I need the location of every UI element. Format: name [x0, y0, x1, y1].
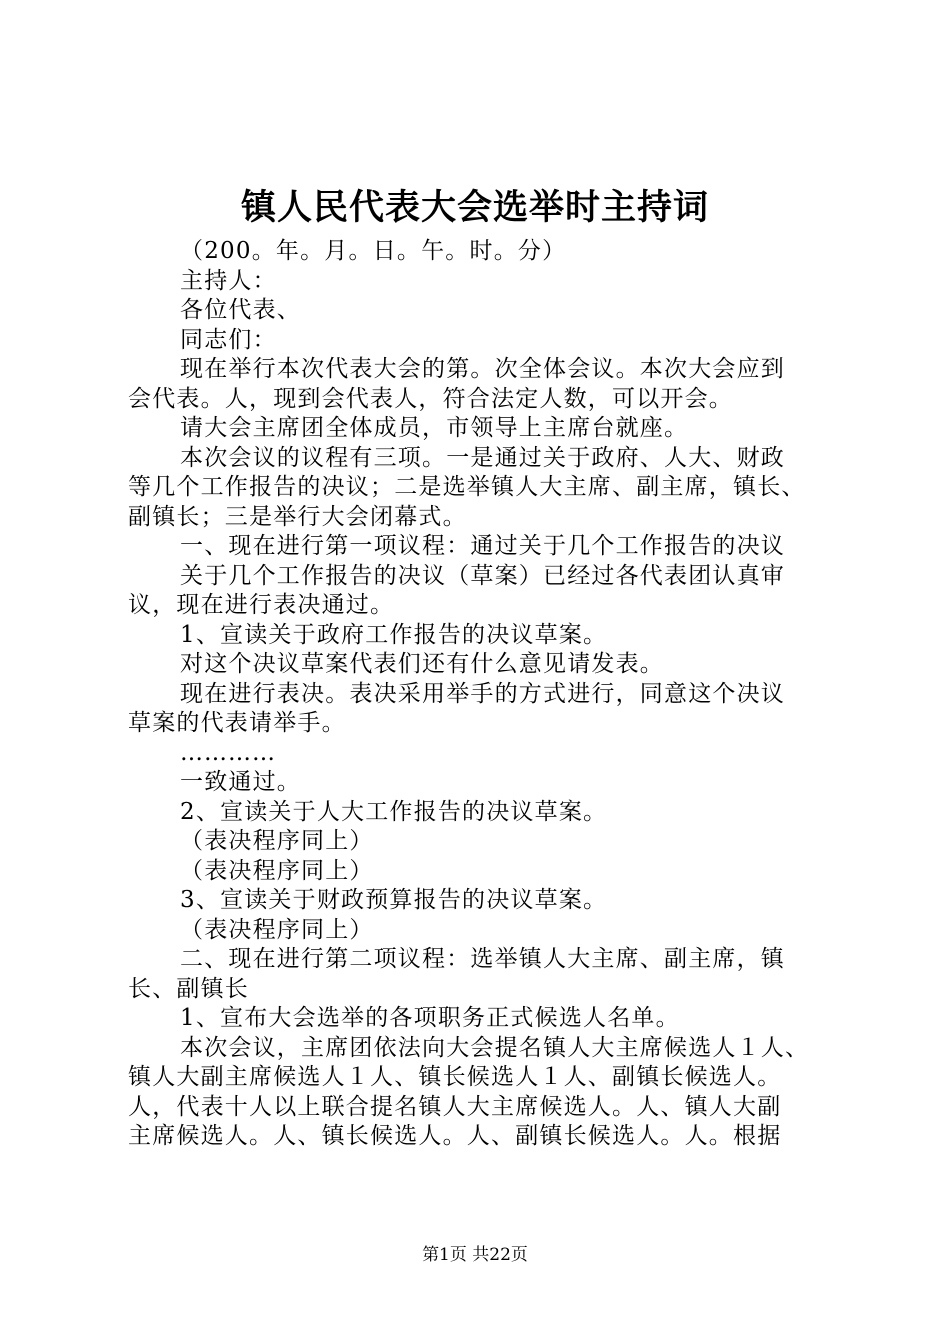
paragraph-line: 对这个决议草案代表们还有什么意见请发表。	[180, 651, 664, 677]
section-heading-2: 二、现在进行第二项议程：选举镇人大主席、副主席，镇	[180, 946, 785, 972]
paragraph-line: 3、宣读关于财政预算报告的决议草案。	[180, 887, 608, 913]
document-title: 镇人民代表大会选举时主持词	[240, 187, 709, 228]
paragraph-line: （表决程序同上）	[180, 916, 374, 943]
paragraph-line: 长、副镇长	[128, 975, 249, 1002]
paragraph-line: 1、宣读关于政府工作报告的决议草案。	[180, 621, 608, 648]
paragraph-line: 2、宣读关于人大工作报告的决议草案。	[180, 798, 608, 825]
paragraph-greeting-1: 各位代表、	[180, 297, 301, 323]
document-body	[128, 237, 830, 1152]
paragraph-line: 现在进行表决。表决采用举手的方式进行，同意这个决议	[180, 680, 785, 707]
paragraph-line: 现在举行本次代表大会的第。次全体会议。本次大会应到	[180, 356, 785, 382]
paragraph-line: 请大会主席团全体成员，市领导上主席台就座。	[180, 415, 689, 441]
paragraph-line: 本次会议的议程有三项。一是通过关于政府、人大、财政	[180, 444, 785, 471]
paragraph-greeting-2: 同志们：	[180, 326, 277, 353]
paragraph-date: （200。年。月。日。午。时。分）	[180, 238, 567, 264]
page-footer: 第1页 共22页	[422, 1245, 528, 1265]
paragraph-line: 会代表。人，现到会代表人，符合法定人数，可以开会。	[128, 385, 733, 412]
paragraph-line: 副镇长；三是举行大会闭幕式。	[128, 503, 467, 530]
paragraph-line: 一致通过。	[180, 769, 301, 795]
paragraph-line: 镇人大副主席候选人１人、镇长候选人１人、副镇长候选人。	[128, 1064, 782, 1090]
paragraph-line: 主席候选人。人、镇长候选人。人、副镇长候选人。人。根据	[128, 1123, 782, 1149]
paragraph-line: 议，现在进行表决通过。	[128, 592, 395, 618]
paragraph-line: （表决程序同上）	[180, 828, 374, 854]
paragraph-host: 主持人：	[180, 267, 277, 294]
paragraph-line: 1、宣布大会选举的各项职务正式候选人名单。	[180, 1005, 680, 1031]
paragraph-line: 关于几个工作报告的决议（草案）已经过各代表团认真审	[180, 562, 785, 589]
paragraph-line: 草案的代表请举手。	[128, 710, 346, 736]
paragraph-line: 人，代表十人以上联合提名镇人大主席候选人。人、镇人大副	[128, 1093, 782, 1120]
section-heading-1: 一、现在进行第一项议程：通过关于几个工作报告的决议	[180, 533, 785, 559]
paragraph-line: 本次会议，主席团依法向大会提名镇人大主席候选人１人、	[180, 1034, 810, 1061]
ellipsis-line: …………	[180, 739, 276, 766]
paragraph-line: 等几个工作报告的决议；二是选举镇人大主席、副主席，镇长、	[128, 474, 806, 500]
paragraph-line: （表决程序同上）	[180, 857, 374, 884]
